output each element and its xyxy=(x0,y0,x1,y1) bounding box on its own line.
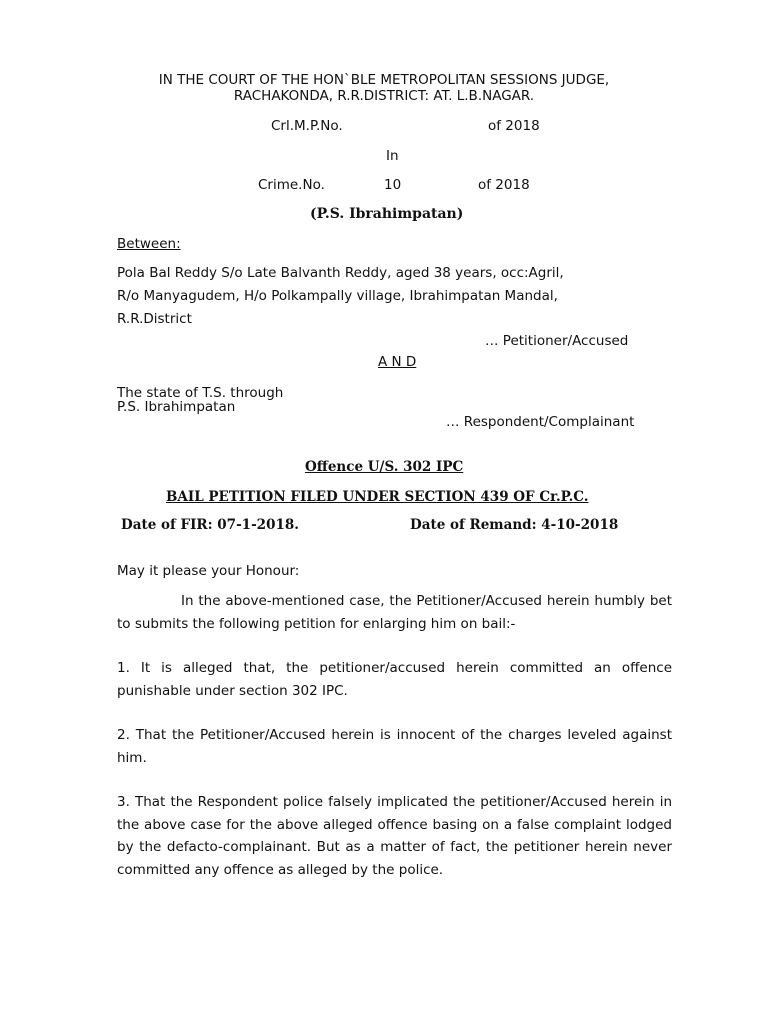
salutation: May it please your Honour: xyxy=(117,563,300,579)
intro-paragraph: In the above-mentioned case, the Petitioner/Accused herein humbly bet to submits the following petition for enlarging him on bail:- xyxy=(117,593,672,632)
police-station: (P.S. Ibrahimpatan) xyxy=(310,206,464,222)
petition-title: BAIL PETITION FILED UNDER SECTION 439 OF Cr.P.C. xyxy=(166,489,589,505)
petitioner-role: … Petitioner/Accused xyxy=(485,333,629,349)
respondent-line-1: The state of T.S. through xyxy=(117,385,284,401)
crime-year: of 2018 xyxy=(478,177,530,193)
petitioner-line-2: R/o Manyagudem, H/o Polkampally village, Ibrahimpatan Mandal, xyxy=(117,288,558,304)
petitioner-line-1: Pola Bal Reddy S/o Late Balvanth Reddy, aged 38 years, occ:Agril, xyxy=(117,265,564,281)
remand-date: Date of Remand: 4-10-2018 xyxy=(410,517,619,533)
crime-label: Crime.No. xyxy=(258,177,325,193)
respondent-line-2: P.S. Ibrahimpatan xyxy=(117,399,236,415)
point-3-paragraph: 3. That the Respondent police falsely implicated the petitioner/Accused herein in the above case for the above alleged offence basing on a false complaint lodged by the defacto-complainant. But as a matter of fact, the petitioner herein never committed any offence as alleged by the police. xyxy=(117,794,672,878)
point-1-paragraph: 1. It is alleged that, the petitioner/accused herein committed an offence punishable under section 302 IPC. xyxy=(117,660,672,699)
offence-heading: Offence U/S. 302 IPC xyxy=(305,459,464,475)
fir-date: Date of FIR: 07-1-2018. xyxy=(121,517,299,533)
court-title-line-1: IN THE COURT OF THE HON`BLE METROPOLITAN SESSIONS JUDGE, xyxy=(158,72,610,88)
petitioner-line-3: R.R.District xyxy=(117,311,192,327)
respondent-role: … Respondent/Complainant xyxy=(446,414,635,430)
crime-number: 10 xyxy=(384,177,402,193)
court-title-line-2: RACHAKONDA, R.R.DISTRICT: AT. L.B.NAGAR. xyxy=(233,88,535,104)
in-label: In xyxy=(386,148,399,164)
point-2-paragraph: 2. That the Petitioner/Accused herein is innocent of the charges leveled against him. xyxy=(117,727,672,766)
and-separator: A N D xyxy=(378,354,417,370)
crlmp-year: of 2018 xyxy=(488,118,540,134)
crlmp-label: Crl.M.P.No. xyxy=(271,118,343,134)
between-label: Between: xyxy=(117,236,181,252)
